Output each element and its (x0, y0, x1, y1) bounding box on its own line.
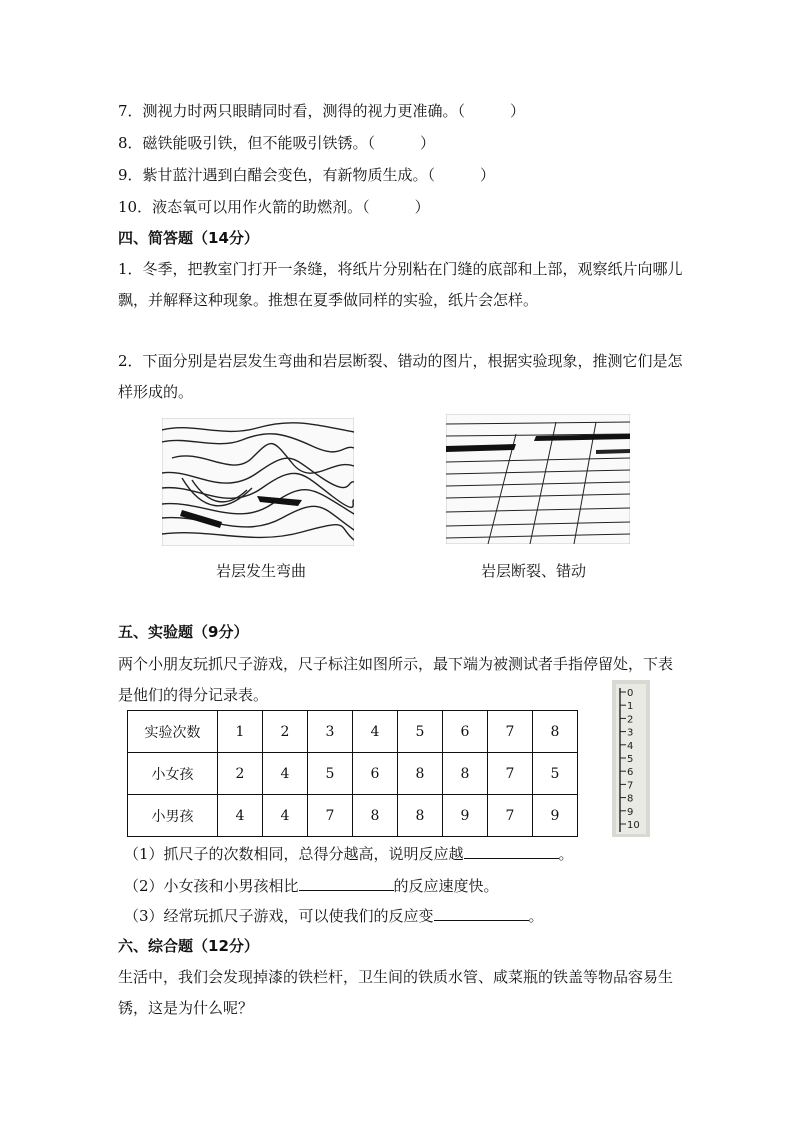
folded-rock-layers-image (162, 418, 354, 546)
table-cell: 小女孩 (128, 753, 218, 795)
table-cell: 9 (443, 795, 488, 837)
table-cell: 9 (533, 795, 578, 837)
caption-folded-layers: 岩层发生弯曲 (216, 562, 307, 580)
table-cell: 6 (353, 753, 398, 795)
answer-blank-1[interactable] (464, 844, 559, 859)
ruler-label: 7 (627, 780, 634, 792)
table-cell: 5 (398, 711, 443, 753)
table-cell: 8 (398, 753, 443, 795)
question-text: 。 (528, 907, 544, 925)
section-4-title: 四、简答题（14分） (118, 229, 259, 247)
section-4-question-2: 2．下面分别是岩层发生弯曲和岩层断裂、错动的图片，根据实验现象，推测它们是怎样形成的。 (118, 352, 683, 401)
judgement-item-9: 9．紫甘蓝汁遇到白醋会变色，有新物质生成。（ ） (118, 166, 496, 184)
table-cell: 实验次数 (128, 711, 218, 753)
table-row-boy (128, 795, 578, 837)
table-cell: 7 (488, 753, 533, 795)
table-cell: 1 (218, 711, 263, 753)
table-cell: 2 (218, 753, 263, 795)
ruler-label: 4 (627, 740, 634, 752)
table-cell: 2 (263, 711, 308, 753)
question-text: 。 (558, 845, 574, 863)
ruler-label: 6 (627, 767, 634, 779)
score-table (127, 710, 578, 837)
table-header-row (128, 711, 578, 753)
table-cell: 5 (308, 753, 353, 795)
ruler-label: 3 (627, 727, 634, 739)
ruler-image (612, 680, 650, 837)
table-cell: 8 (443, 753, 488, 795)
table-cell: 6 (443, 711, 488, 753)
table-cell: 7 (308, 795, 353, 837)
ruler-label: 2 (627, 714, 634, 726)
ruler-label: 0 (627, 688, 634, 699)
answer-blank-3[interactable] (434, 906, 529, 921)
section-6-title: 六、综合题（12分） (118, 937, 259, 955)
table-cell: 4 (218, 795, 263, 837)
table-cell: 8 (533, 711, 578, 753)
section-5-intro: 两个小朋友玩抓尺子游戏，尺子标注如图所示，最下端为被测试者手指停留处，下表是他们的得分记录表。 (118, 655, 674, 704)
ruler-label: 1 (627, 701, 634, 713)
question-text: （2）小女孩和小男孩相比 (124, 877, 299, 895)
section-4-question-1: 1．冬季，把教室门打开一条缝，将纸片分别粘在门缝的底部和上部，观察纸片向哪儿飘，并解释这种现象。推想在夏季做同样的实验，纸片会怎样。 (118, 260, 683, 309)
ruler-label: 10 (627, 820, 640, 831)
table-cell: 7 (488, 795, 533, 837)
question-5-1 (124, 844, 574, 864)
table-cell: 4 (263, 795, 308, 837)
section-5-title: 五、实验题（9分） (118, 623, 249, 641)
question-text: （3）经常玩抓尺子游戏，可以使我们的反应变 (124, 907, 434, 925)
question-text: 的反应速度快。 (393, 877, 499, 895)
judgement-item-7: 7．测视力时两只眼睛同时看，测得的视力更准确。（ ） (118, 102, 526, 120)
table-cell: 8 (353, 795, 398, 837)
table-cell: 小男孩 (128, 795, 218, 837)
question-5-3 (124, 906, 544, 926)
question-5-2 (124, 876, 499, 896)
judgement-item-10: 10．液态氧可以用作火箭的助燃剂。（ ） (118, 198, 430, 216)
table-cell: 8 (398, 795, 443, 837)
ruler-label: 9 (627, 806, 634, 818)
ruler-label: 5 (627, 754, 634, 765)
section-6-question: 生活中，我们会发现掉漆的铁栏杆，卫生间的铁质水管、咸菜瓶的铁盖等物品容易生锈，这是为什么呢？ (118, 968, 674, 1017)
faulted-rock-layers-image (446, 414, 630, 544)
ruler-label: 8 (627, 793, 634, 805)
question-text: （1）抓尺子的次数相同，总得分越高，说明反应越 (124, 845, 464, 863)
table-row-girl (128, 753, 578, 795)
table-cell: 7 (488, 711, 533, 753)
table-cell: 4 (263, 753, 308, 795)
table-cell: 4 (353, 711, 398, 753)
table-cell: 3 (308, 711, 353, 753)
table-cell: 5 (533, 753, 578, 795)
answer-blank-2[interactable] (299, 876, 394, 891)
caption-faulted-layers: 岩层断裂、错动 (481, 562, 587, 580)
judgement-item-8: 8．磁铁能吸引铁，但不能吸引铁锈。（ ） (118, 134, 436, 152)
